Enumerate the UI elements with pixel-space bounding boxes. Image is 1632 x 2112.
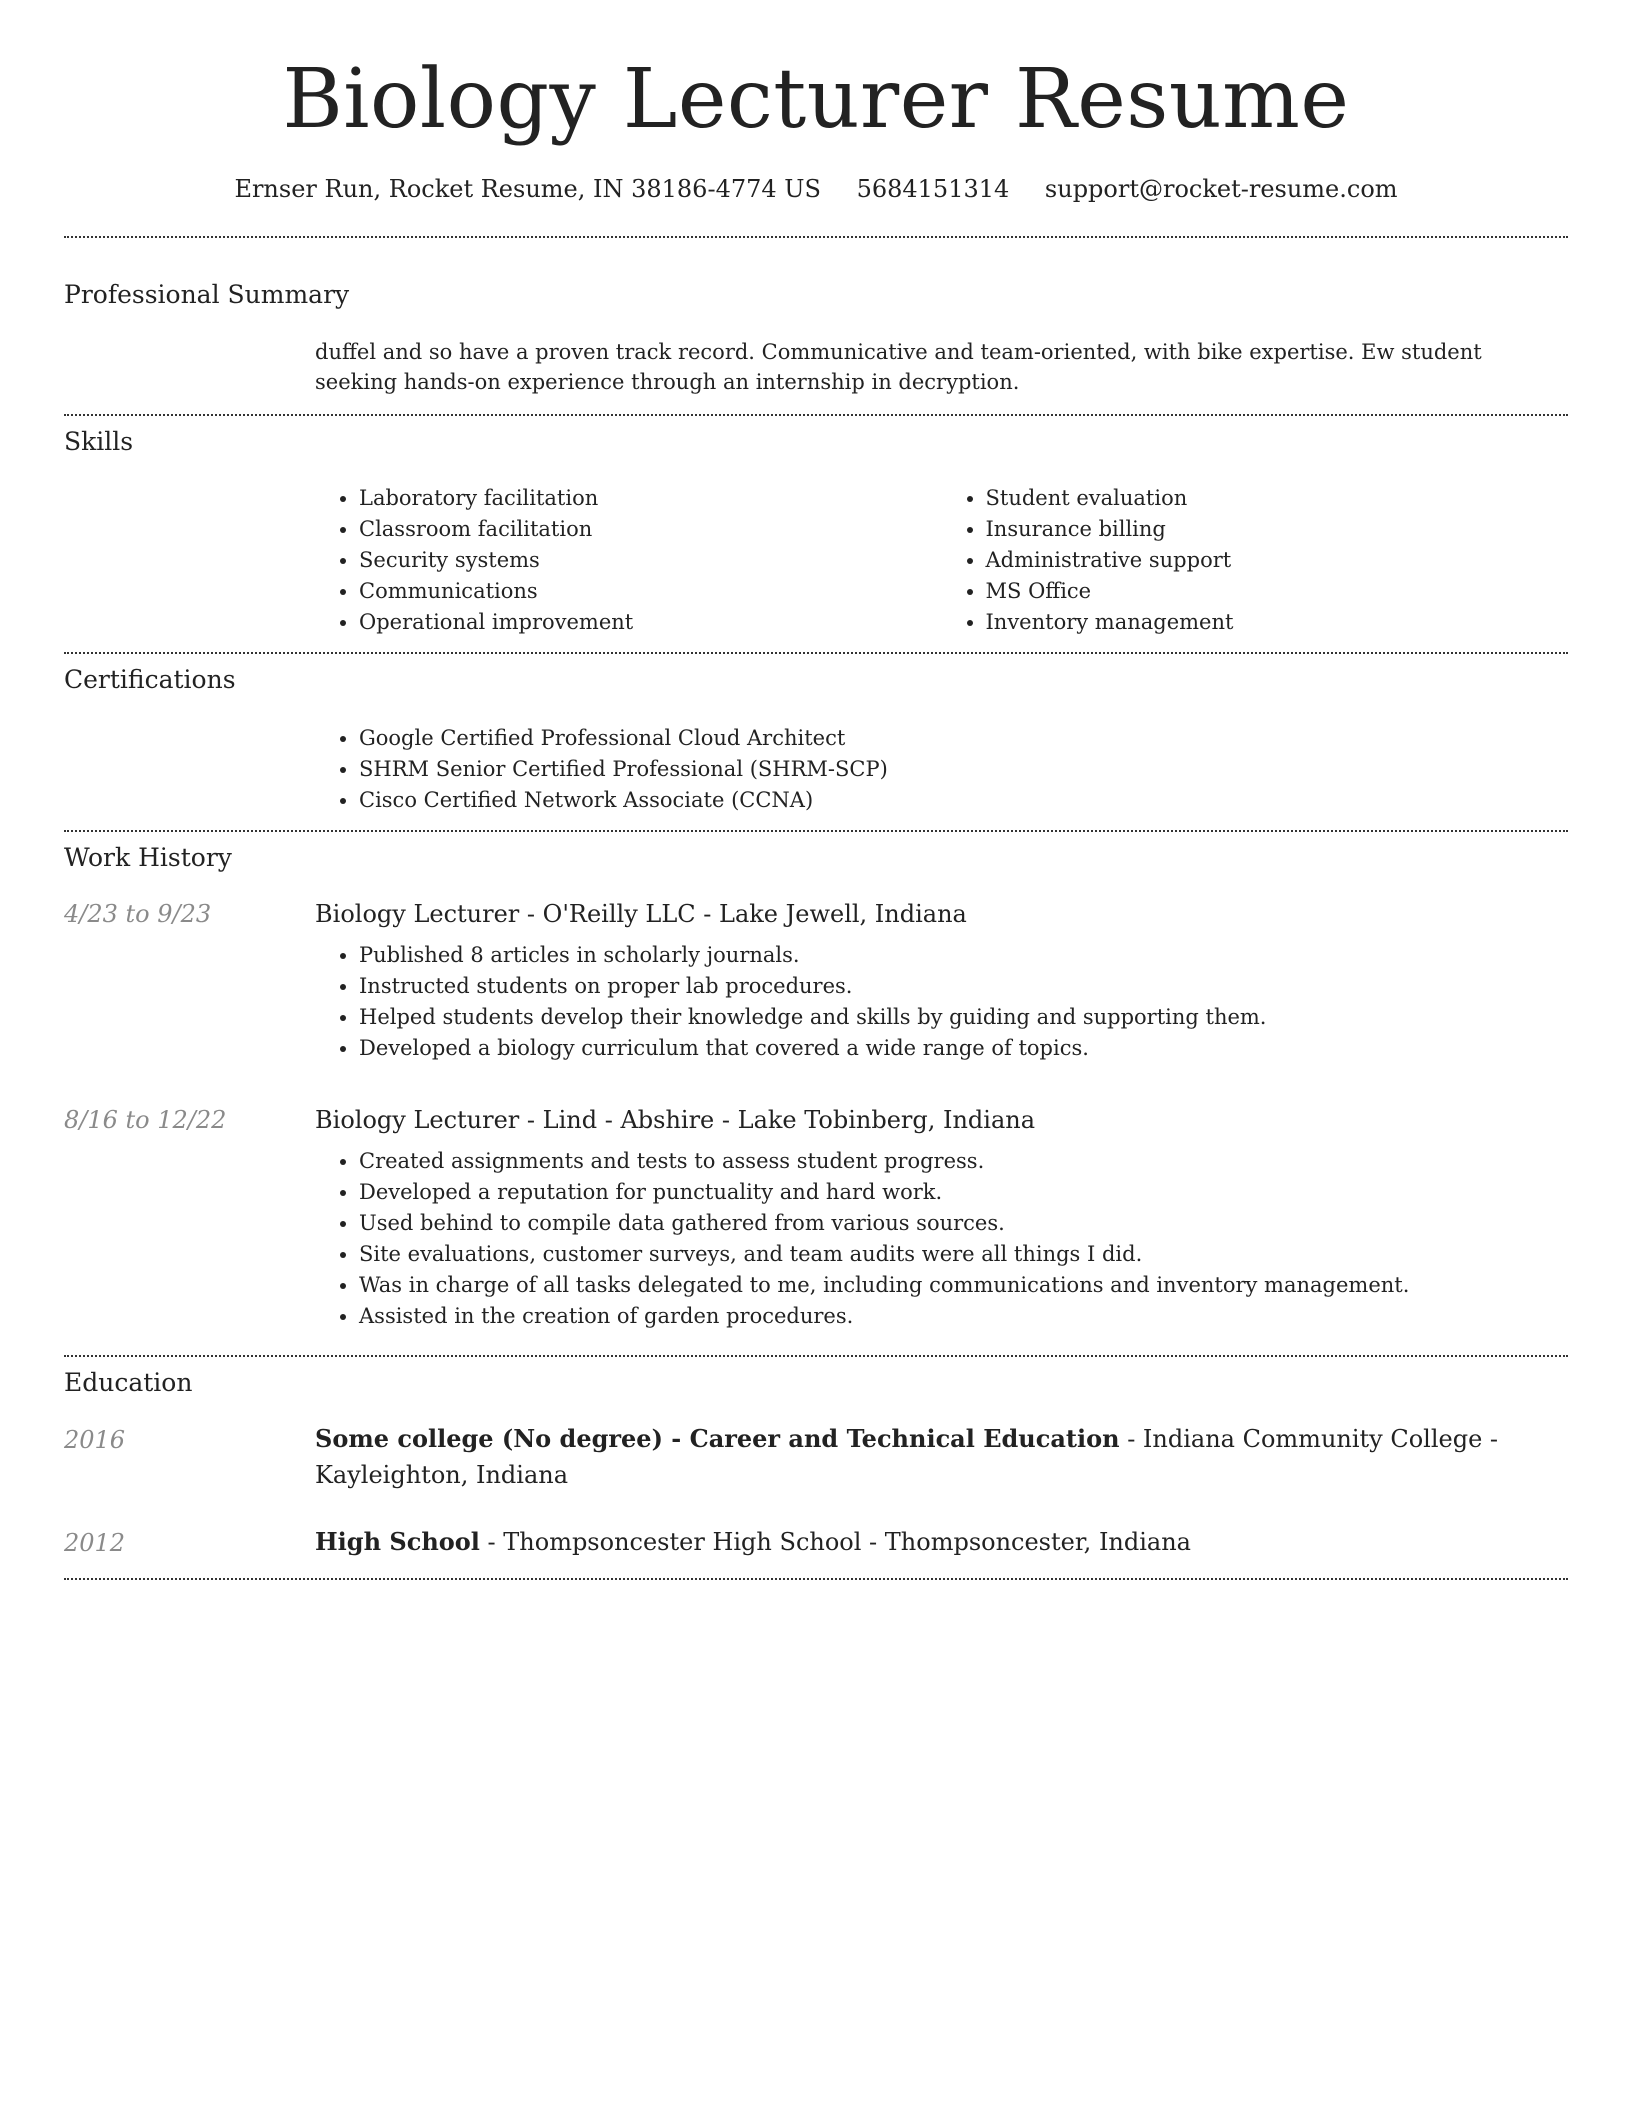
skills-section bbox=[315, 483, 1568, 638]
education-degree: Some college (No degree) - Career and Technical Education bbox=[315, 1424, 1120, 1453]
job-entry bbox=[315, 896, 1568, 1064]
certifications-list bbox=[315, 723, 1568, 816]
contact-line bbox=[64, 172, 1568, 206]
skills-list-left bbox=[315, 483, 942, 638]
education-school: - Thompsoncester High School - Thompsoncester, Indiana bbox=[479, 1528, 1191, 1556]
list-item: • MS Office bbox=[986, 576, 1569, 607]
list-item: • Inventory management bbox=[986, 607, 1569, 638]
education-year: 2012 bbox=[64, 1529, 126, 1557]
section-divider bbox=[64, 236, 1568, 238]
list-item: • Developed a biology curriculum that covered a wide range of topics. bbox=[359, 1033, 1568, 1064]
section-divider bbox=[64, 1578, 1568, 1580]
summary-text: duffel and so have a proven track record. Communicative and team-oriented, with bike expertise. Ew student seeking hands-on experience through an internship in decryption. bbox=[315, 340, 1482, 394]
list-item: • Student evaluation bbox=[986, 483, 1569, 514]
contact-address: Ernser Run, Rocket Resume, IN 38186-4774 US bbox=[234, 175, 821, 203]
education-heading: Education bbox=[64, 1368, 193, 1397]
job-bullets bbox=[315, 940, 1568, 1064]
list-item: • Instructed students on proper lab procedures. bbox=[359, 971, 1568, 1002]
list-item: • Assisted in the creation of garden procedures. bbox=[359, 1301, 1568, 1332]
certifications-section bbox=[315, 723, 1568, 816]
list-item: • Laboratory facilitation bbox=[359, 483, 942, 514]
section-divider bbox=[64, 652, 1568, 654]
skills-heading: Skills bbox=[64, 427, 134, 456]
list-item: • Published 8 articles in scholarly journals. bbox=[359, 940, 1568, 971]
list-item: • SHRM Senior Certified Professional (SHRM-SCP) bbox=[359, 754, 1568, 785]
education-school: - Indiana Community College - Kayleighton, Indiana bbox=[315, 1425, 1499, 1489]
section-divider bbox=[64, 1355, 1568, 1357]
contact-phone: 5684151314 bbox=[856, 175, 1010, 203]
job-dates: 4/23 to 9/23 bbox=[64, 900, 212, 928]
list-item: • Site evaluations, customer surveys, and team audits were all things I did. bbox=[359, 1239, 1568, 1270]
summary-section bbox=[315, 337, 1568, 397]
list-item: • Communications bbox=[359, 576, 942, 607]
list-item: • Security systems bbox=[359, 545, 942, 576]
job-title: Biology Lecturer - O'Reilly LLC - Lake Jewell, Indiana bbox=[315, 900, 967, 928]
education-degree: High School bbox=[315, 1527, 480, 1556]
skills-list-right bbox=[942, 483, 1569, 638]
list-item: • Administrative support bbox=[986, 545, 1569, 576]
summary-heading: Professional Summary bbox=[64, 280, 350, 309]
list-item: • Used behind to compile data gathered from various sources. bbox=[359, 1208, 1568, 1239]
job-bullets bbox=[315, 1146, 1568, 1332]
work-heading: Work History bbox=[64, 843, 232, 872]
list-item: • Insurance billing bbox=[986, 514, 1569, 545]
education-entry bbox=[315, 1524, 1568, 1560]
list-item: • Google Certified Professional Cloud Architect bbox=[359, 723, 1568, 754]
section-divider bbox=[64, 414, 1568, 416]
education-line bbox=[315, 1421, 1568, 1493]
list-item: • Was in charge of all tasks delegated to me, including communications and inventory management. bbox=[359, 1270, 1568, 1301]
job-dates: 8/16 to 12/22 bbox=[64, 1106, 227, 1134]
contact-email: support@rocket-resume.com bbox=[1044, 175, 1398, 203]
education-year: 2016 bbox=[64, 1426, 126, 1454]
list-item: • Cisco Certified Network Associate (CCNA) bbox=[359, 785, 1568, 816]
education-entry bbox=[315, 1421, 1568, 1493]
certifications-heading: Certifications bbox=[64, 665, 236, 694]
list-item: • Operational improvement bbox=[359, 607, 942, 638]
job-entry bbox=[315, 1102, 1568, 1332]
section-divider bbox=[64, 830, 1568, 832]
job-title: Biology Lecturer - Lind - Abshire - Lake Tobinberg, Indiana bbox=[315, 1106, 1036, 1134]
resume-title: Biology Lecturer Resume bbox=[282, 52, 1350, 147]
list-item: • Helped students develop their knowledge and skills by guiding and supporting them. bbox=[359, 1002, 1568, 1033]
list-item: • Classroom facilitation bbox=[359, 514, 942, 545]
list-item: • Created assignments and tests to assess student progress. bbox=[359, 1146, 1568, 1177]
education-line bbox=[315, 1524, 1568, 1560]
list-item: • Developed a reputation for punctuality and hard work. bbox=[359, 1177, 1568, 1208]
